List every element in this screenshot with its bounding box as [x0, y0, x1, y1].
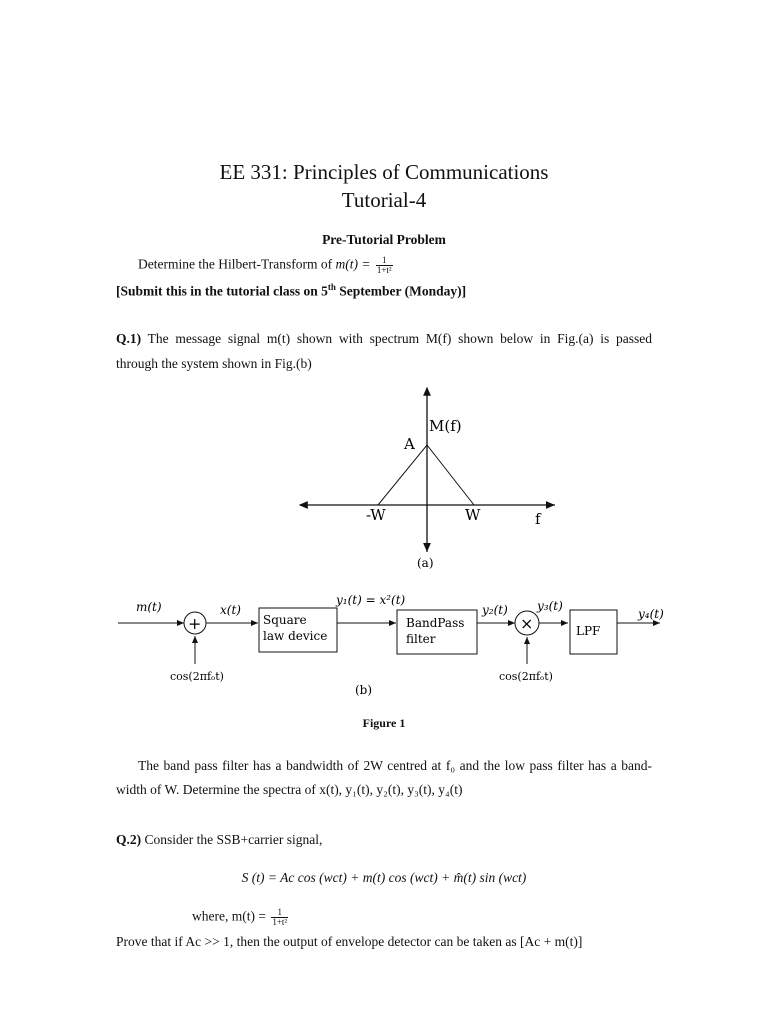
pre-tutorial-func: m(t) = — [335, 256, 371, 272]
q2-label: Q.2) — [116, 832, 142, 847]
document-title: EE 331: Principles of Communications — [219, 160, 549, 184]
system-block-diagram — [110, 592, 670, 702]
label-y2: y₂(t) — [482, 603, 508, 617]
label-y3: y₃(t) — [537, 599, 563, 613]
pre-tutorial-heading: Pre-Tutorial Problem — [322, 232, 446, 247]
frac-denominator: 1+t² — [376, 265, 392, 275]
label-a: A — [404, 435, 415, 453]
q2-where-text: where, m(t) = — [192, 908, 266, 924]
multiplier-times: × — [520, 614, 534, 633]
bpf-label-1: BandPass — [406, 616, 465, 630]
caption-a: (a) — [417, 556, 434, 570]
label-f: f — [535, 510, 541, 528]
caption-b: (b) — [355, 683, 373, 697]
pre-tutorial-fraction — [376, 256, 393, 275]
bandpass-line1: The band pass filter has a bandwidth of 2W centred at f₀ and the low pass filter has a band- — [138, 758, 652, 773]
pre-tutorial-problem — [138, 256, 395, 275]
document-subtitle: Tutorial-4 — [341, 188, 427, 212]
q1-line1: The message signal m(t) shown with spectrum M(f) shown below in Fig.(a) is passed — [147, 331, 652, 346]
q2-fraction — [271, 908, 288, 927]
q2-where — [192, 908, 290, 927]
lpf-label: LPF — [576, 624, 601, 638]
label-mf: M(f) — [429, 417, 462, 435]
label-y4: y₄(t) — [638, 607, 664, 621]
label-m-t: m(t) — [136, 600, 162, 614]
frac-numerator: 1 — [376, 256, 393, 266]
label-cos-2: cos(2πfₒt) — [499, 670, 553, 683]
q2-text: Consider the SSB+carrier signal, — [144, 832, 323, 847]
submit-note — [116, 282, 466, 300]
bandpass-paragraph-line1 — [116, 758, 652, 774]
pre-tutorial-text: Determine the Hilbert-Transform of — [138, 256, 333, 272]
label-w: W — [465, 506, 481, 524]
submit-note-pre: [Submit this in the tutorial class on 5 — [116, 283, 328, 299]
figure-caption: Figure 1 — [362, 716, 406, 730]
bandpass-line2: width of W. Determine the spectra of x(t), y₁(t), y₂(t), y₃(t), y₄(t) — [116, 782, 463, 797]
submit-note-post: September (Monday)] — [335, 283, 467, 299]
label-x-t: x(t) — [220, 603, 241, 617]
adder-plus: + — [188, 614, 202, 633]
bpf-label-2: filter — [406, 632, 436, 646]
q2-frac-numerator: 1 — [271, 908, 288, 918]
submit-note-sup: th — [327, 282, 336, 292]
q1-label: Q.1) — [116, 331, 142, 346]
q1-line2: through the system shown in Fig.(b) — [116, 356, 312, 371]
q2-prove: Prove that if Ac >> 1, then the output of envelope detector can be taken as [Ac + m(t)] — [116, 934, 583, 949]
q2-intro — [116, 832, 322, 848]
square-label-1: Square — [263, 613, 307, 627]
label-y1-eq: y₁(t) = x²(t) — [336, 593, 406, 607]
label-cos-1: cos(2πfₒt) — [170, 670, 224, 683]
q2-frac-denominator: 1+t² — [272, 917, 288, 927]
q2-equation: S (t) = Ac cos (wct) + m(t) cos (wct) + m̂(t) sin (wct) — [241, 870, 527, 885]
spectrum-plot — [290, 380, 570, 580]
label-neg-w: -W — [366, 506, 386, 524]
q1-paragraph-line1 — [116, 331, 652, 347]
triangle-spectrum — [378, 445, 474, 505]
square-label-2: law device — [263, 629, 328, 643]
